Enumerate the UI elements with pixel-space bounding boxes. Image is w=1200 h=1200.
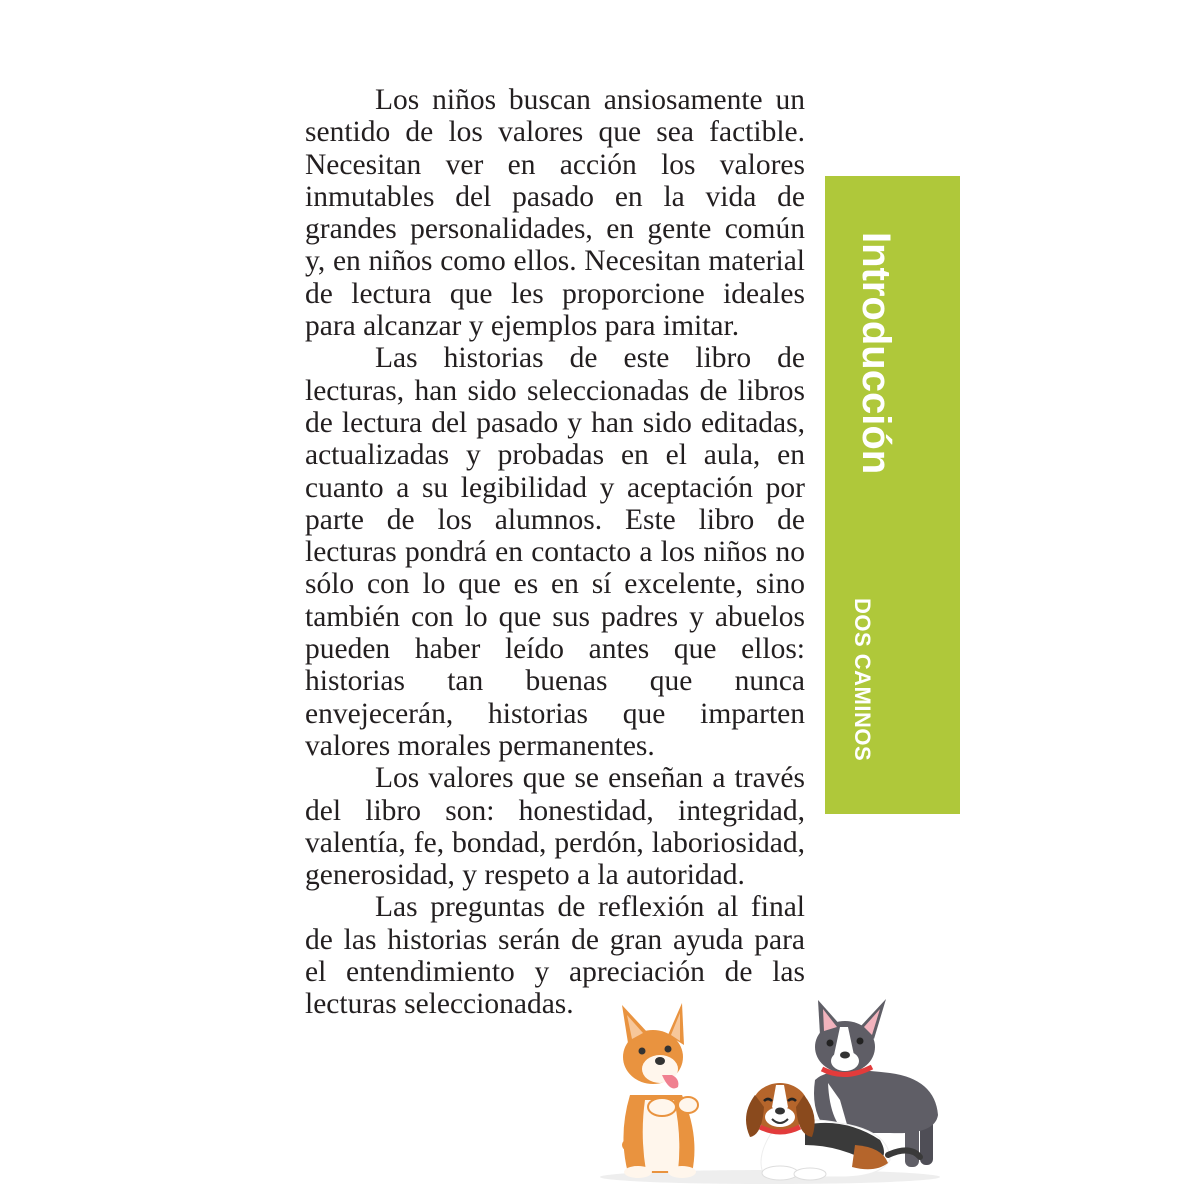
- dogs-illustration-icon: [590, 995, 970, 1185]
- paragraph-1: Los niños buscan ansiosamente un sentido de los valores que sea factible. Necesitan ver en acción los valores inmutables del pasado en la vida de grandes personalidades, en gente común y, en niños como ellos. Necesitan material de lectura que les proporcione ideales para alcanzar y ejemplos para imitar.: [305, 84, 805, 343]
- paragraph-2: Las historias de este libro de lecturas, han sido seleccionadas de libros de lectura del pasado y han sido editadas, actualizadas y probadas en el aula, en cuanto a su legibilidad y aceptación por parte de los alumnos. Este libro de lecturas pondrá en contacto a los niños no sólo con lo que es en sí excelente, sino también con lo que sus padres y abuelos pueden haber leído antes que ellos: historias tan buenas que nunca envejecerán, historias que imparten valores morales permanentes.: [305, 342, 805, 762]
- section-title: Introducción: [854, 232, 898, 475]
- corgi-dog-icon: [622, 1003, 698, 1178]
- paragraph-3: Los valores que se enseñan a través del libro son: honestidad, integridad, valentía, fe, bondad, perdón, laboriosidad, generosidad, y respeto a la autoridad.: [305, 762, 805, 892]
- book-title: DOS CAMINOS: [850, 598, 875, 762]
- introduction-text: [305, 84, 805, 1021]
- paragraph-4: Las preguntas de reflexión al final de las historias serán de gran ayuda para el entendimiento y apreciación de las lecturas seleccionadas.: [305, 891, 805, 1021]
